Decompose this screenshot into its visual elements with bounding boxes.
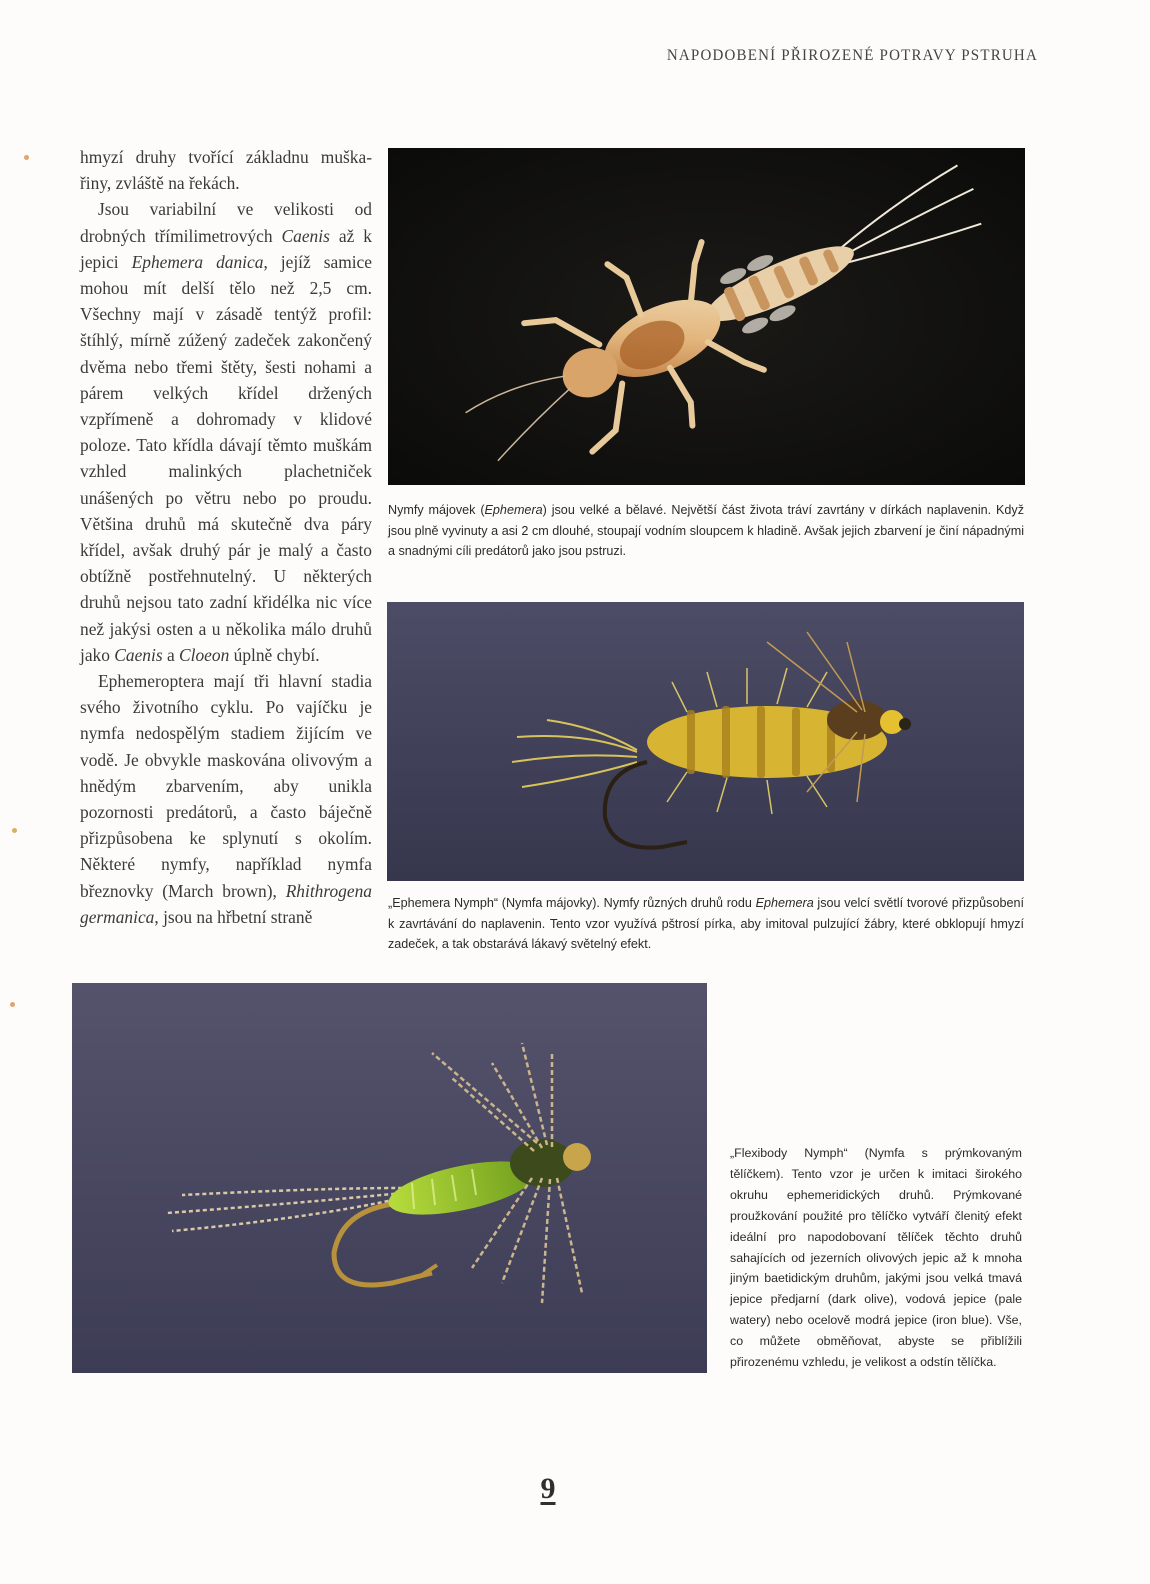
running-title: NAPODOBENÍ PŘIROZENÉ POTRAVY PSTRUHA (666, 47, 1038, 65)
photo-mayfly-nymph (388, 148, 1025, 485)
caption-photo-3: „Flexibody Nymph“ (Nymfa s prýmkovaným tělíčkem). Tento vzor je určen k imitaci širokého okruhu ephemeridických druhů. Prýmkované proužkování použité pro tělíčko vytváří členitý efekt ideální pro napodobovaní tělíček těchto druhů sahajících od jezerních olivových jepic až k mnoha jiným baetidickým druhům, jakými jsou velká tmavá jepice předjarní (dark olive), vodová jepice (pale watery) nebo ocelově modrá jepice (iron blue). Vše, co můžete obměňovat, abyste se přiblížili přirozenému vzhledu, je velikost a odstín tělíčka. (730, 1146, 1022, 1370)
caption-photo-2: „Ephemera Nymph“ (Nymfa májovky). Nymfy různých druhů rodu Ephemera jsou velcí světlí tvorové přizpůsobení k zavrtávání do naplavenin. Tento vzor využívá pštrosí pírka, aby imitoval pulzující žábry, které obklopují hmyzí zadeček, a tak obstarává lákavý světelný efekt. (388, 896, 1024, 952)
margin-mark (12, 828, 17, 833)
body-text-column (80, 144, 372, 930)
paragraph: Jsou variabilní ve velikosti od drobných třímilimetrových Caenis až k jepici Ephemera danica, jejíž samice mohou mít delší tělo než 2,5 cm. Všechny mají v zásadě tentýž profil: štíhlý, mírně zúžený zadeček zakončený dvěma nebo třemi štěty, šesti nohami a párem velkých křídel držených vzpřímeně a dohromady v klidové poloze. Tato křídla dávají těmto muškám vzhled malinkých plachetniček unášených po větru nebo po proudu. Většina druhů má skutečně dva páry křídel, avšak druhý pár je malý a často obtížně postřehnutelný. U některých druhů nejsou tato zadní křidélka nic více než jakýsi osten a u několika málo druhů jako Caenis a Cloeon úplně chybí. (80, 199, 372, 665)
page-number: 9 (540, 1472, 556, 1505)
margin-mark (10, 1002, 15, 1007)
photo-flexibody-nymph-fly (72, 983, 707, 1373)
margin-mark (24, 155, 29, 160)
caption-photo-1: Nymfy májovek (Ephemera) jsou velké a bělavé. Největší část života tráví zavrtány v dírkách naplavenin. Když jsou plně vyvinuty a asi 2 cm dlouhé, stoupají vodním sloupcem k hladině. Avšak jejich zbarvení je činí nápadnými a snadnými cíli predátorů jako jsou pstruzi. (388, 503, 1024, 559)
photo-ephemera-nymph-fly (387, 602, 1024, 881)
paragraph: hmyzí druhy tvořící základnu muška-řiny, zvláště na řekách. (80, 147, 372, 194)
paragraph: Ephemeroptera mají tři hlavní stadia svého životního cyklu. Po vajíčku je nymfa nedospělým stadiem žijícím ve vodě. Je obvykle maskována olivovým a hnědým zbarvením, aby unikla pozornosti predátorů, a často báječně přizpůsobena ke splynutí s okolím. Některé nymfy, například nymfa březnovky (March brown), Rhithrogena germanica, jsou na hřbetní straně (80, 671, 372, 927)
